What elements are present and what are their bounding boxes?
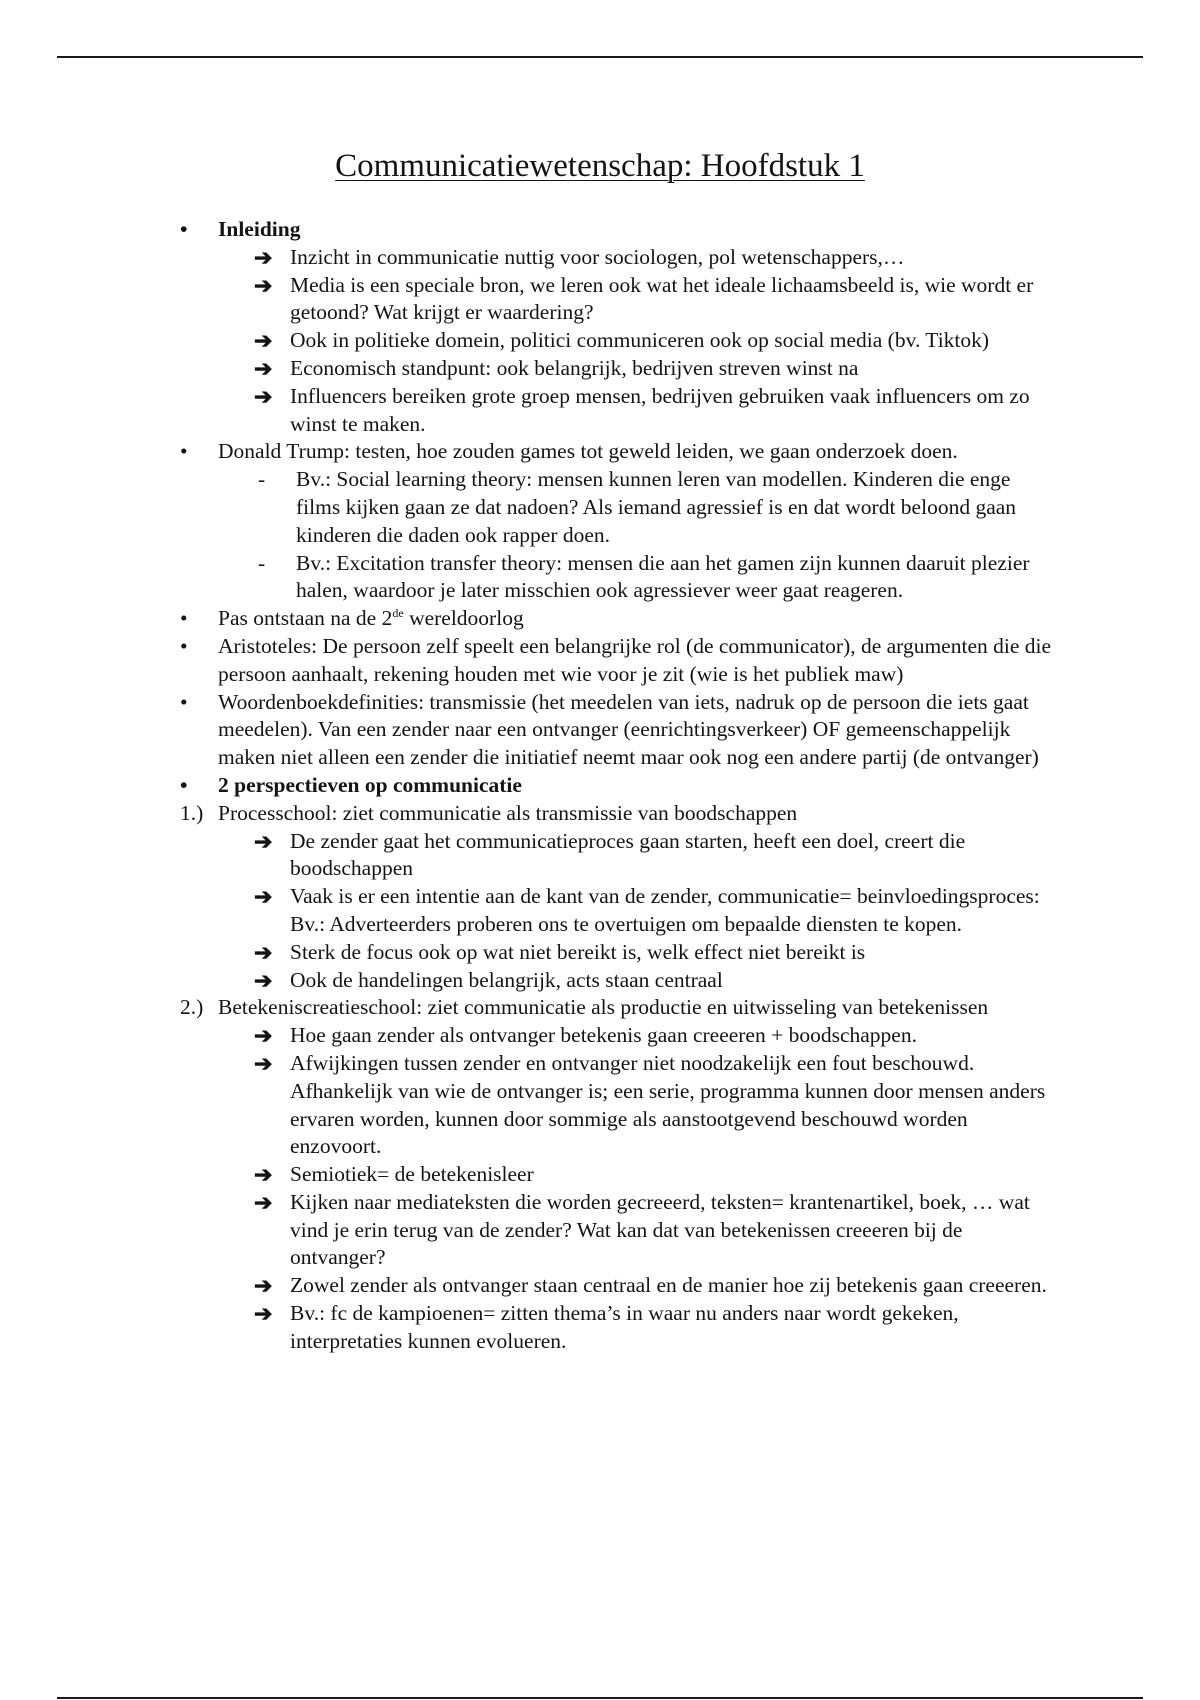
bullet-marker: • xyxy=(180,633,188,658)
arrow-item: ➔ Afwijkingen tussen zender en ontvanger niet noodzakelijk een fout beschouwd. Afhankelijk van wie de ontvanger is; een serie, programma kunnen door mensen anders ervaren worden, kunnen door sommige als aanstootgevend beschouwd worden enzovoort. xyxy=(254,1050,1046,1159)
arrow-icon: ➔ xyxy=(254,939,273,965)
arrow-item: ➔ Sterk de focus ook op wat niet bereikt is, welk effect niet bereikt is xyxy=(254,939,866,965)
arrow-item: ➔ Influencers bereiken grote groep mensen, bedrijven gebruiken vaak influencers om zo winst te maken. xyxy=(254,383,1030,436)
bullet-inleiding xyxy=(0,216,1200,244)
arrow-item: ➔ Economisch standpunt: ook belangrijk, bedrijven streven winst na xyxy=(254,355,859,381)
dash-item: - Bv.: Social learning theory: mensen kunnen leren van modellen. Kinderen die enge films kijken gaan ze dat nadoen? Als iemand agressief is en dat wordt beloond gaan kinderen die daden ook rapper doen. xyxy=(258,467,1017,547)
arrow-icon: ➔ xyxy=(254,828,273,854)
arrow-icon: ➔ xyxy=(254,967,273,993)
arrow-item: ➔ Vaak is er een intentie aan de kant van de zender, communicatie= beinvloedingsproces: Bv.: Adverteerders proberen ons te overtuigen om bepaalde diensten te kopen. xyxy=(254,884,1040,936)
dash-marker: - xyxy=(258,550,266,575)
arrow-item: ➔ De zender gaat het communicatieproces gaan starten, heeft een doel, creert die boodschappen xyxy=(254,828,966,881)
arrow-item: ➔ Kijken naar mediateksten die worden gecreeerd, teksten= krantenartikel, boek, … wat vind je erin terug van de zender? Wat kan dat van betekenissen creeeren bij de ontvanger? xyxy=(254,1189,1030,1270)
arrow-icon: ➔ xyxy=(254,884,273,910)
arrow-icon: ➔ xyxy=(254,1050,273,1076)
arrow-item: ➔ Bv.: fc de kampioenen= zitten thema’s in waar nu anders naar wordt gekeken, interpretaties kunnen evolueren. xyxy=(254,1301,959,1353)
arrow-icon: ➔ xyxy=(254,355,273,381)
arrow-icon: ➔ xyxy=(254,1162,273,1188)
bullet-origin: • Pas ontstaan na de 2de wereldoorlog xyxy=(0,605,1200,633)
number-marker: 2.) xyxy=(180,995,204,1020)
arrow-item: ➔ Zowel zender als ontvanger staan centraal en de manier hoe zij betekenis gaan creeeren. xyxy=(254,1273,1047,1299)
bullet-marker: • xyxy=(180,606,188,631)
bullet-definitions: • Woordenboekdefinities: transmissie (het meedelen van iets, nadruk op de persoon die iets gaat meedelen). Van een zender naar een ontvanger (eenrichtingsverkeer) OF gemeenschappelijk maken niet alleen een zender die initiatief neemt maar ook nog een andere partij (de ontvanger) xyxy=(180,689,1039,770)
arrow-item: ➔ Inzicht in communicatie nuttig voor sociologen, pol wetenschappers,… xyxy=(254,244,905,270)
arrow-icon: ➔ xyxy=(254,1023,273,1049)
section-heading-inleiding: Inleiding xyxy=(218,217,301,241)
bottom-rule xyxy=(57,1697,1143,1699)
page-title: Communicatiewetenschap: Hoofdstuk 1 xyxy=(335,148,865,184)
arrow-icon: ➔ xyxy=(254,383,273,409)
bullet-marker: • xyxy=(180,439,188,464)
bullet-trump: • Donald Trump: testen, hoe zouden games tot geweld leiden, we gaan onderzoek doen. xyxy=(0,438,1200,466)
numbered-item-1: 1.) Processchool: ziet communicatie als transmissie van boodschappen xyxy=(0,800,1200,828)
arrow-item: ➔ Hoe gaan zender als ontvanger betekenis gaan creeeren + boodschappen. xyxy=(254,1023,917,1049)
bullet-marker: • xyxy=(180,689,188,714)
bullet-perspectives xyxy=(0,772,1200,800)
bullet-marker: • xyxy=(180,217,188,241)
arrow-icon: ➔ xyxy=(254,1273,273,1299)
arrow-item: ➔ Ook de handelingen belangrijk, acts staan centraal xyxy=(254,967,723,993)
arrow-icon: ➔ xyxy=(254,1301,273,1327)
dash-item: - Bv.: Excitation transfer theory: mensen die aan het gamen zijn kunnen daaruit plezier halen, waardoor je later misschien ook agressiever weer gaat reageren. xyxy=(258,550,1030,603)
arrow-item: ➔ Semiotiek= de betekenisleer xyxy=(254,1162,534,1188)
bullet-aristoteles: • Aristoteles: De persoon zelf speelt een belangrijke rol (de communicator), de argumenten die die persoon aanhaalt, rekening houden met wie voor je zit (wie is het publiek maw) xyxy=(180,633,1052,686)
numbered-item-2: 2.) Betekeniscreatieschool: ziet communicatie als productie en uitwisseling van betekenissen xyxy=(0,994,1200,1022)
dash-marker: - xyxy=(258,467,266,492)
arrow-icon: ➔ xyxy=(254,328,273,354)
document-body xyxy=(0,216,1200,1356)
number-marker: 1.) xyxy=(180,800,204,825)
arrow-icon: ➔ xyxy=(254,272,273,298)
arrow-icon: ➔ xyxy=(254,244,273,270)
bullet-marker: • xyxy=(180,772,188,797)
arrow-item: ➔ Ook in politieke domein, politici communiceren ook op social media (bv. Tiktok) xyxy=(254,328,990,354)
arrow-item: ➔ Media is een speciale bron, we leren ook wat het ideale lichaamsbeeld is, wie wordt er getoond? Wat krijgt er waardering? xyxy=(254,272,1034,325)
arrow-icon: ➔ xyxy=(254,1189,273,1215)
section-heading-perspectives: 2 perspectieven op communicatie xyxy=(218,772,522,797)
top-rule xyxy=(57,56,1143,58)
